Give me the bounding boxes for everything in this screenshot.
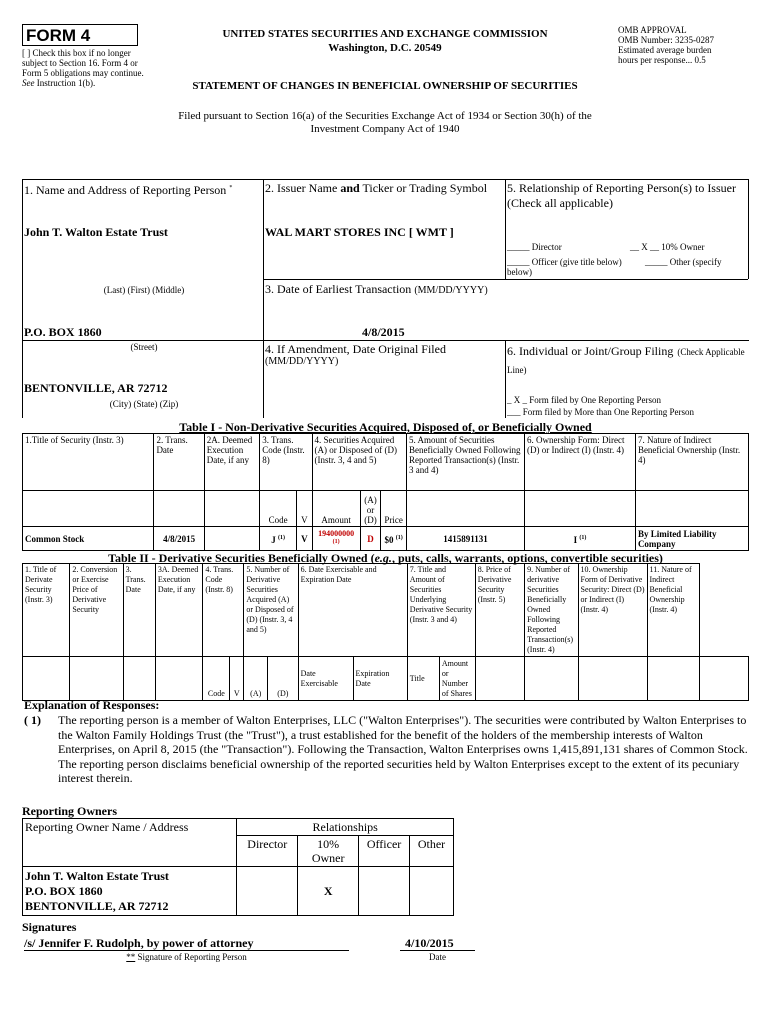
- t1-header-ownership-form: 6. Ownership Form: Direct (D) or Indirect (I) (Instr. 4): [525, 434, 636, 491]
- signature-caption: ** Signature of Reporting Person: [126, 952, 247, 962]
- col-officer: Officer: [359, 836, 410, 867]
- relationship-label: 5. Relationship of Reporting Person(s) to Issuer: [507, 181, 736, 195]
- t2-sub-a: (A): [244, 657, 268, 701]
- form-title-box: [22, 24, 138, 46]
- t1-row-nature: By Limited Liability Company: [635, 527, 748, 551]
- t1-row-title: Common Stock: [23, 527, 154, 551]
- officer-option: _____ Officer (give title below): [507, 257, 622, 267]
- filed-pursuant-line-1: Filed pursuant to Section 16(a) of the Securities Exchange Act of 1934 or Section 30(h) of the: [178, 110, 592, 122]
- t2-sub-expiration: Expiration Date: [353, 657, 407, 701]
- t1-sub-v: V: [297, 491, 312, 527]
- t2-header-number-owned: 9. Number of derivative Securities Beneficially Owned Following Reported Transaction(s) (Instr. 4): [525, 564, 578, 657]
- t1-row-date: 4/8/2015: [154, 527, 204, 551]
- t2-sub-date-exercisable: Date Exercisable: [298, 657, 353, 701]
- table1: [22, 433, 749, 551]
- t2-header-number: 5. Number of Derivative Securities Acquired (A) or Disposed of (D) (Instr. 3, 4 and 5): [244, 564, 298, 657]
- grid-line: [505, 179, 506, 279]
- t1-row-a-or-d: D: [360, 527, 381, 551]
- t1-header-nature: 7. Nature of Indirect Beneficial Ownership (Instr. 4): [635, 434, 748, 491]
- reporting-owners-table: [22, 818, 454, 916]
- amendment-hint: (MM/DD/YYYY): [265, 356, 339, 367]
- date-caption: Date: [429, 952, 446, 962]
- table2: [22, 563, 749, 701]
- signatures-heading: Signatures: [22, 920, 77, 934]
- col-other: Other: [410, 836, 454, 867]
- reporting-person-city: BENTONVILLE, AR 72712: [24, 381, 168, 395]
- t1-header-acquired: 4. Securities Acquired (A) or Disposed of (D) (Instr. 3, 4 and 5): [312, 434, 406, 491]
- col-relationships: Relationships: [237, 819, 454, 836]
- reporting-person-name: John T. Walton Estate Trust: [24, 225, 168, 239]
- table1-title: Table I - Non-Derivative Securities Acquired, Disposed of, or Beneficially Owned: [179, 420, 592, 434]
- earliest-transaction-date: 4/8/2015: [362, 325, 405, 339]
- t1-row-price: $0 $^{(1)}$: [381, 527, 407, 551]
- signature-date: 4/10/2015: [405, 936, 454, 950]
- t2-sub-amount: Amount or Number of Shares: [439, 657, 475, 701]
- t2-header-conversion: 2. Conversion or Exercise Price of Derivative Security: [70, 564, 123, 657]
- t2-sub-d: (D): [268, 657, 299, 701]
- t1-row-owned: 1415891131: [406, 527, 524, 551]
- table2-title: Table II - Derivative Securities Beneficially Owned (e.g., puts, calls, warrants, options, convertible securities): [108, 551, 663, 565]
- signature-line: [24, 950, 349, 951]
- more-persons-option: ___ Form filed by More than One Reporting Person: [507, 407, 694, 417]
- t2-header-price: 8. Price of Derivative Security (Instr. 5): [475, 564, 524, 657]
- director-option: _____ Director: [507, 242, 562, 252]
- grid-line: [263, 279, 748, 280]
- grid-line: [22, 179, 749, 180]
- other-option: _____ Other (specify below): [507, 257, 722, 277]
- t1-row-code: J $^{(1)}$: [260, 527, 297, 551]
- t2-header-title: 1. Title of Derivate Security (Instr. 3): [23, 564, 70, 657]
- relationship-sub: (Check all applicable): [507, 196, 613, 210]
- signer: /s/ Jennifer F. Rudolph, by power of attorney: [24, 936, 254, 950]
- col-director: Director: [237, 836, 298, 867]
- t2-sub-code: Code: [203, 657, 230, 701]
- name-hint: (Last) (First) (Middle): [103, 285, 185, 295]
- owner-ten-percent-mark: X: [298, 867, 359, 916]
- t1-sub-amount: Amount: [312, 491, 360, 527]
- t1-sub-price: Price: [381, 491, 407, 527]
- col-ten-percent: 10% Owner: [298, 836, 359, 867]
- street-hint: (Street): [130, 342, 158, 352]
- t1-header-amount-owned: 5. Amount of Securities Beneficially Owned Following Reported Transaction(s) (Instr. 3 and 4): [406, 434, 524, 491]
- omb-approval: OMB APPROVAL OMB Number: 3235-0287 Estimated average burden hours per response... 0.5: [618, 25, 714, 65]
- t1-header-date: 2. Trans. Date: [154, 434, 204, 491]
- footnote-text: The reporting person is a member of Walton Enterprises, LLC ("Walton Enterprises"). The securities were contributed by Walton Enterprises to the Walton Family Holdings Trust (the "Trust"), a trust established for the benefit of the holders of the membership interests of Walton Enterprises, on April 8, 2015 (the "Transaction"). Following the Transaction, Walton Enterprises owns 1,415,891,131 shares of Common Stock. The reporting person disclaims beneficial ownership of the reported securities held by Walton Enterprises except to the extent of its pecuniary interest therein.: [58, 713, 748, 786]
- agency-name: UNITED STATES SECURITIES AND EXCHANGE COMMISSION: [222, 28, 548, 40]
- t2-header-date: 3. Trans. Date: [123, 564, 155, 657]
- grid-line: [22, 179, 23, 418]
- grid-line: [263, 179, 264, 418]
- issuer-label: 2. Issuer Name and Ticker or Trading Symbol: [265, 181, 488, 195]
- agency-location: Washington, D.C. 20549: [328, 42, 442, 54]
- reporting-owners-heading: Reporting Owners: [22, 804, 117, 818]
- amendment-label: 4. If Amendment, Date Original Filed: [265, 342, 446, 356]
- city-hint: (City) (State) (Zip): [109, 399, 179, 409]
- no-longer-subject-notice: [ ] Check this box if no longer subject to Section 16. Form 4 or Form 5 obligations may continue. See Instruction 1(b).: [22, 48, 144, 88]
- table-row: [23, 527, 749, 551]
- table-row: [23, 867, 454, 916]
- t2-header-ownership-form: 10. Ownership Form of Derivative Security: Direct (D) or Indirect (I) (Instr. 4): [578, 564, 647, 657]
- form-title: FORM 4: [26, 26, 91, 45]
- reporting-person-label: 1. Name and Address of Reporting Person *: [24, 183, 233, 197]
- t1-header-title: 1.Title of Security (Instr. 3): [23, 434, 154, 491]
- t1-sub-code: Code: [260, 491, 297, 527]
- filed-pursuant-line-2: Investment Company Act of 1940: [310, 123, 460, 135]
- grid-line: [22, 340, 749, 341]
- t1-row-form: I $^{(1)}$: [525, 527, 636, 551]
- grid-line: [505, 340, 506, 418]
- footnote-number: ( 1): [24, 713, 41, 727]
- t2-header-exercisable: 6. Date Exercisable and Expiration Date: [298, 564, 407, 657]
- date-line: [400, 950, 475, 951]
- explanation-heading: Explanation of Responses:: [24, 698, 160, 712]
- statement-title: STATEMENT OF CHANGES IN BENEFICIAL OWNERSHIP OF SECURITIES: [192, 80, 578, 92]
- t1-row-v: V: [297, 527, 312, 551]
- earliest-transaction-label: 3. Date of Earliest Transaction (MM/DD/YYYY): [265, 282, 488, 296]
- filing-type-label: 6. Individual or Joint/Group Filing (Check Applicable Line): [507, 344, 745, 375]
- reporting-person-street: P.O. BOX 1860: [24, 325, 102, 339]
- ten-percent-option: __ X __ 10% Owner: [630, 242, 705, 252]
- t1-sub-a-or-d: (A) or (D): [360, 491, 381, 527]
- owner-address: John T. Walton Estate Trust P.O. BOX 1860 BENTONVILLE, AR 72712: [23, 867, 237, 916]
- one-person-option: _ X _ Form filed by One Reporting Person: [507, 395, 661, 405]
- t2-header-deemed: 3A. Deemed Execution Date, if any: [155, 564, 203, 657]
- t2-header-code: 4. Trans. Code (Instr. 8): [203, 564, 244, 657]
- t1-header-deemed: 2A. Deemed Execution Date, if any: [204, 434, 259, 491]
- t1-row-amount: 194000000 $^{(1)}$: [312, 527, 360, 551]
- t2-header-underlying: 7. Title and Amount of Securities Underlying Derivative Security (Instr. 3 and 4): [407, 564, 475, 657]
- issuer-name: WAL MART STORES INC [ WMT ]: [265, 225, 454, 239]
- t1-header-code: 3. Trans. Code (Instr. 8): [260, 434, 312, 491]
- col-owner-name: Reporting Owner Name / Address: [23, 819, 237, 836]
- t2-sub-v: V: [230, 657, 244, 701]
- t2-sub-title: Title: [407, 657, 439, 701]
- t2-header-nature: 11. Nature of Indirect Beneficial Ownership (Instr. 4): [647, 564, 699, 657]
